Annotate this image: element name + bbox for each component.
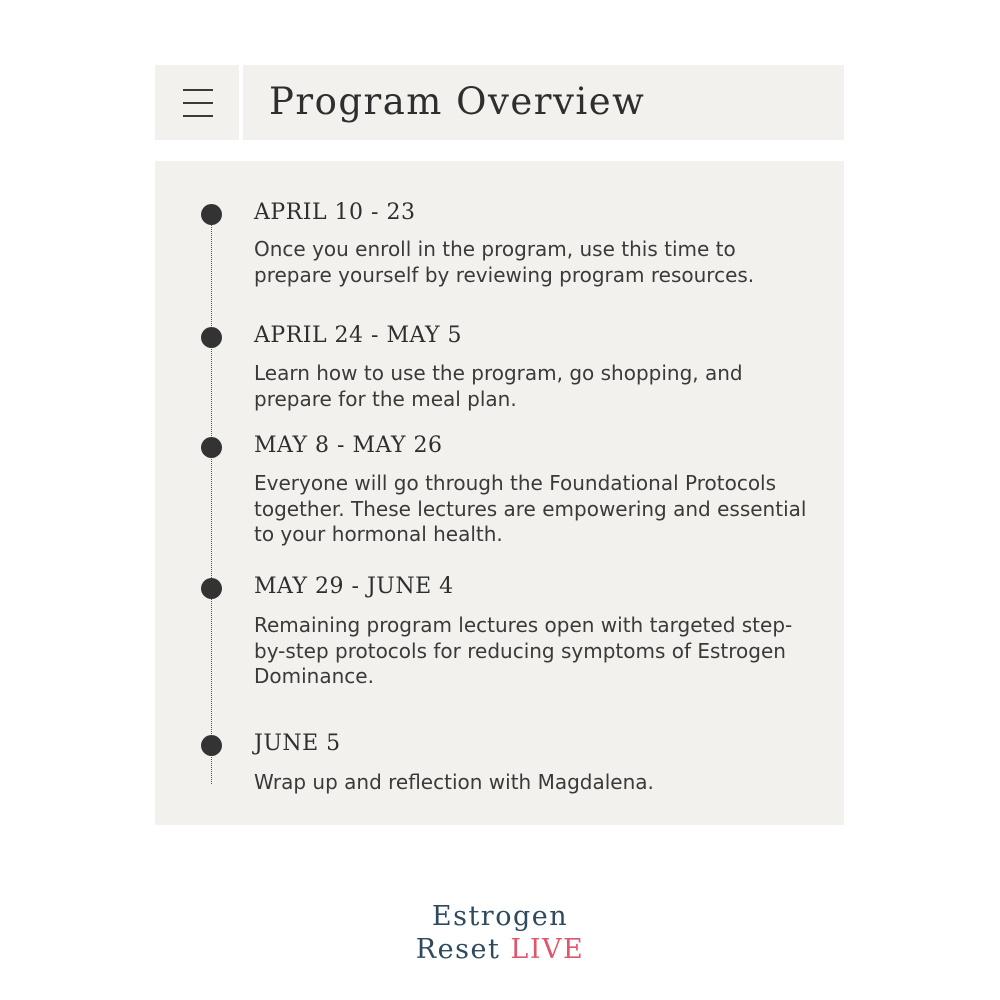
- phase-date: MAY 8 - MAY 26: [254, 433, 443, 458]
- timeline-dot: [201, 735, 222, 756]
- phase-date: APRIL 24 - MAY 5: [254, 323, 462, 348]
- brand-line-2: [0, 933, 1000, 966]
- timeline-dot: [201, 204, 222, 225]
- brand-line-1: Estrogen: [431, 901, 569, 932]
- timeline-dot: [201, 327, 222, 348]
- brand-live-accent: LIVE: [510, 934, 585, 965]
- timeline-panel: [155, 161, 844, 825]
- timeline-dot: [201, 437, 222, 458]
- menu-button[interactable]: [155, 65, 239, 140]
- phase-description: Wrap up and reflection with Magdalena.: [254, 770, 654, 794]
- brand-logo: [0, 900, 1000, 966]
- phase-date: JUNE 5: [254, 731, 341, 756]
- phase-date: APRIL 10 - 23: [254, 200, 416, 225]
- phase-description: Once you enroll in the program, use this time to prepare yourself by reviewing program resources.: [254, 237, 755, 287]
- timeline-line: [211, 214, 212, 784]
- phase-description: Learn how to use the program, go shopping, and prepare for the meal plan.: [254, 361, 743, 411]
- phase-description: Everyone will go through the Foundational Protocols together. These lectures are empowering and essential to your hormonal health.: [254, 471, 807, 546]
- header: [243, 65, 844, 140]
- timeline-dot: [201, 578, 222, 599]
- phase-date: MAY 29 - JUNE 4: [254, 574, 454, 599]
- page-title: Program Overview: [269, 80, 646, 123]
- phase-description: Remaining program lectures open with targeted step-by-step protocols for reducing symptoms of Estrogen Dominance.: [254, 613, 793, 688]
- brand-name-reset: Reset: [415, 934, 501, 965]
